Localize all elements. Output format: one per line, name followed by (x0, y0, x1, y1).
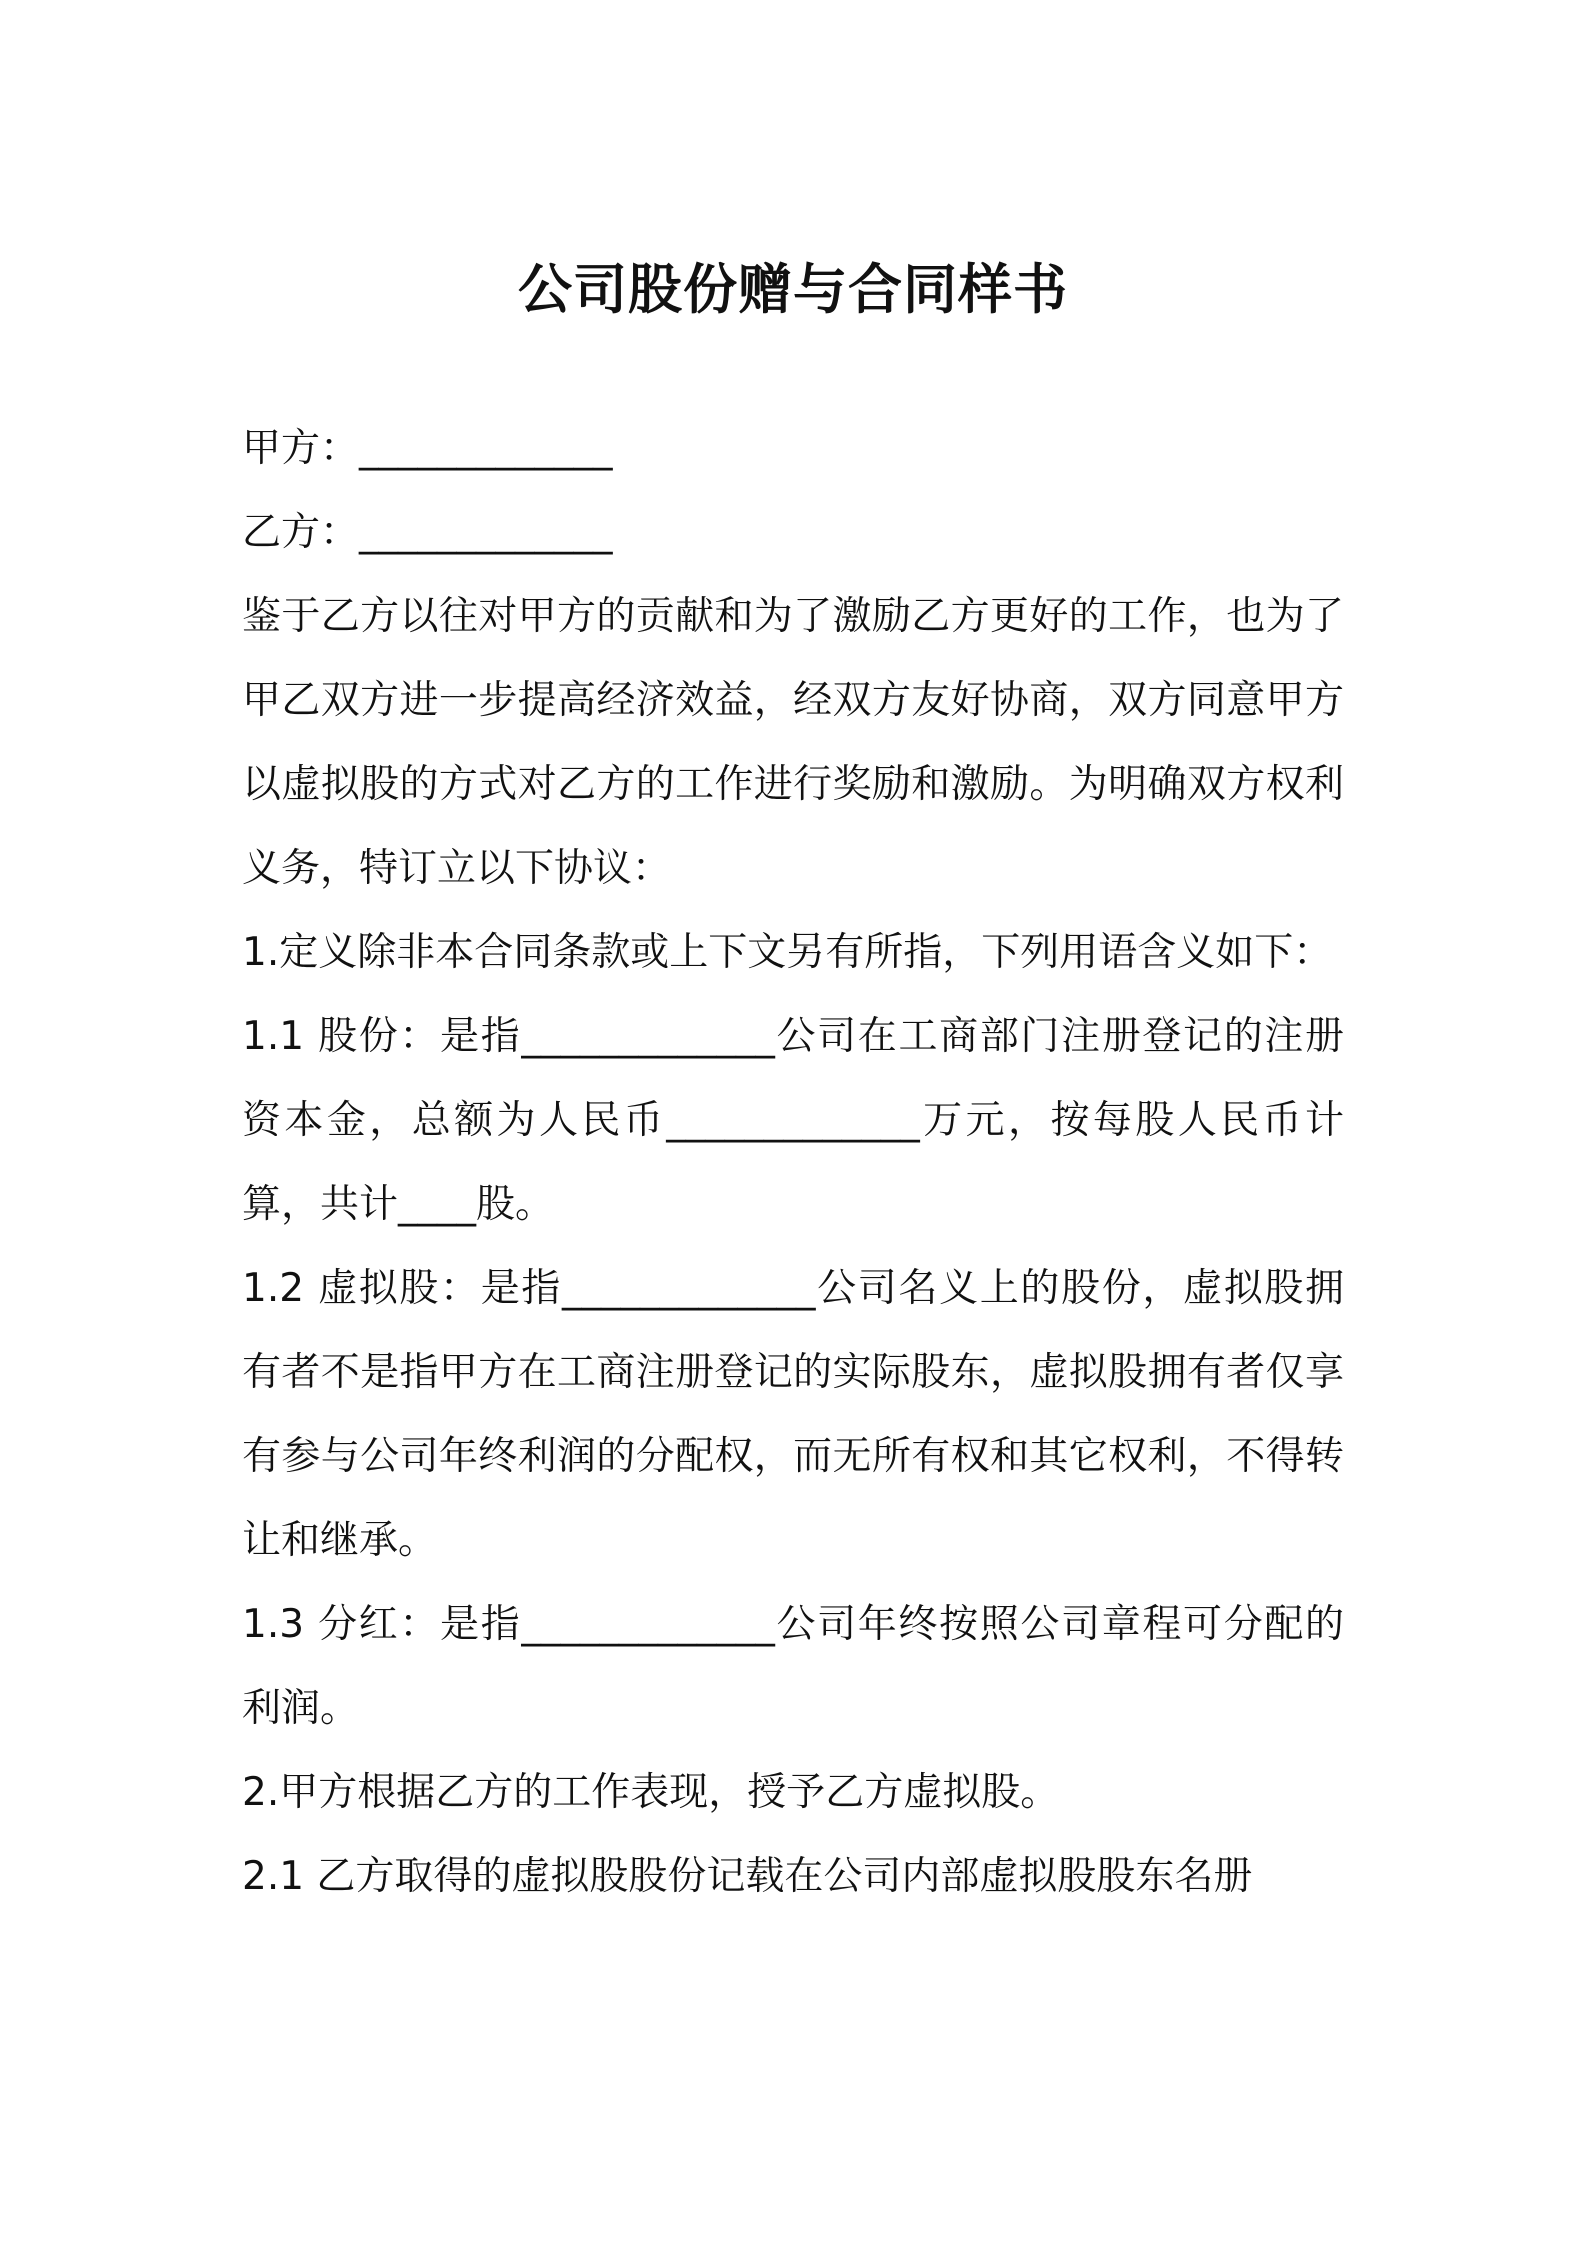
document-title: 公司股份赠与合同样书 (518, 258, 1068, 321)
clause-1-3-dividends: 1.3 分红：是指_____________公司年终按照公司章程可分配的利润。 (242, 1602, 1344, 1731)
preamble-paragraph: 鉴于乙方以往对甲方的贡献和为了激励乙方更好的工作，也为了甲乙双方进一步提高经济效益，经双方友好协商，双方同意甲方以虚拟股的方式对乙方的工作进行奖励和激励。为明确双方权利义务，特订立以下协议： (242, 594, 1344, 891)
party-b-line: 乙方：_____________ (242, 510, 613, 555)
document-body (242, 407, 1344, 1919)
clause-2-grant: 2.甲方根据乙方的工作表现，授予乙方虚拟股。 (242, 1770, 1060, 1815)
clause-1-1-shares: 1.1 股份：是指_____________公司在工商部门注册登记的注册资本金，总额为人民币_____________万元，按每股人民币计算，共计____股。 (242, 1014, 1344, 1227)
clause-2-1-register: 2.1 乙方取得的虚拟股股份记载在公司内部虚拟股股东名册 (242, 1854, 1253, 1899)
clause-1-2-virtual-shares: 1.2 虚拟股：是指_____________公司名义上的股份，虚拟股拥有者不是指甲方在工商注册登记的实际股东，虚拟股拥有者仅享有参与公司年终利润的分配权，而无所有权和其它权利，不得转让和继承。 (242, 1266, 1344, 1563)
party-a-line: 甲方：_____________ (242, 426, 613, 471)
clause-1-definitions: 1.定义除非本合同条款或上下文另有所指，下列用语含义如下： (242, 930, 1333, 975)
